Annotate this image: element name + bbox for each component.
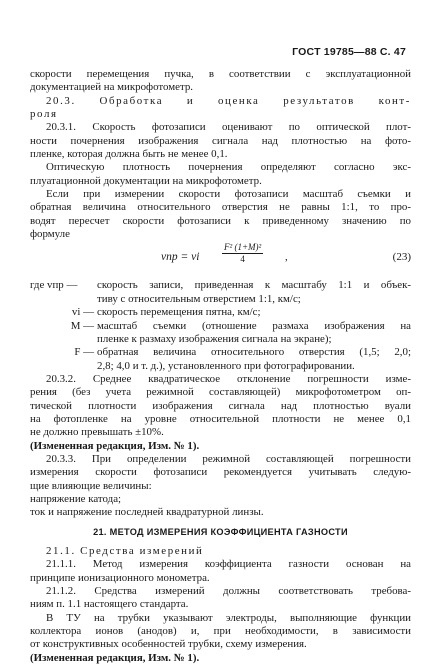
definition-vpr [30, 279, 411, 292]
definition-term: где vпр — [30, 279, 78, 292]
text-line: ниям п. 1.1 настоящего стандарта. [30, 598, 189, 611]
definition-cont: тиву с относительным отверстием 1:1, км/с; [97, 292, 301, 305]
text-line: рения (без учета режимной составляющей) микрофотометром оп- [30, 386, 411, 399]
subsection-heading: 20.3. Обработка и оценка результатов конт- [46, 94, 411, 107]
formula-lhs: vпр = vi [161, 251, 200, 264]
definition-text: скорость записи, приведенная к масштабу 1:1 и объек- [97, 279, 411, 292]
body-text [30, 68, 411, 665]
text-line: 21.1.2. Средства измерений должны соответствовать требова- [46, 585, 411, 598]
formula-denominator: 4 [240, 254, 245, 265]
text-line: ток и напряжение последней квадратурной линзы. [30, 506, 264, 519]
text-line: 21.1.1. Метод измерения коэффициента газности основан на [46, 558, 411, 571]
text-line: измерения скорости фотозаписи рекомендуется учитывать следую- [30, 466, 411, 479]
text-line: В ТУ на трубки указывают электроды, выполняющие функции [46, 611, 411, 624]
text-line: тической плотности изображения сигнала над плотностью вуали [30, 399, 411, 412]
definition-m [30, 320, 411, 333]
text-line: не должно превышать ±10%. [30, 426, 164, 439]
text-line: щие влияющие величины: [30, 479, 152, 492]
definition-term: M — [70, 319, 94, 332]
text-line: скорости перемещения пучка, в соответствии с эксплуатационной [30, 68, 411, 80]
text-line: водят пересчет скорости фотозаписи к приведенному значению по [30, 214, 411, 227]
equation-number: (23) [392, 251, 411, 264]
text-line: пленке, которая должна быть не менее 0,1. [30, 148, 228, 161]
definition-f [30, 346, 411, 359]
formula-fraction [222, 242, 263, 265]
amendment-note: (Измененная редакция, Изм. № 1). [30, 439, 200, 452]
formula-23 [30, 242, 411, 276]
text-line: 20.3.3. При определении режимной составляющей погрешности [46, 452, 411, 465]
definition-text: обратная величина относительного отверстия (1,5; 2,0; [97, 346, 411, 359]
text-line: Если при измерении скорости фотозаписи масштаб съемки и [46, 188, 411, 201]
definition-vi [30, 306, 411, 319]
text-line: от конструктивных особенностей трубки, схему измерения. [30, 638, 307, 651]
text-line: принципе ионизационного монометра. [30, 571, 210, 584]
text-line: 20.3.2. Среднее квадратическое отклонение погрешности изме- [46, 372, 411, 385]
text-line: формуле [30, 228, 70, 241]
definition-cont: 2,8; 4,0 и т. д.), установленного при фотографировании. [97, 359, 355, 372]
text-line: документацией на микрофотометр. [30, 81, 194, 94]
amendment-note: (Измененная редакция, Изм. № 1). [30, 651, 200, 664]
text-line: на фотопленке на уровне относительной плотности не менее 0,1 [30, 412, 411, 425]
text-line: коллектора ионов (анодов) и, при необходимости, в зависимости [30, 625, 411, 638]
definition-cont: пленке к размаху изображения сигнала на экране); [97, 332, 332, 345]
text-line: обратная величина относительного отверстия не равны 1:1, то про- [30, 201, 411, 214]
text-line: ности почернения изображения сигнала над плотностью на фото- [30, 134, 411, 147]
definition-text: скорость перемещения пятна, км/с; [97, 306, 261, 319]
text-line: напряжение катода; [30, 492, 122, 505]
text-line: 20.3.1. Скорость фотозаписи оценивают по оптической плот- [46, 121, 411, 134]
formula-numerator: F² (1+M)² [224, 242, 262, 253]
text-line: плуатационной документации на микрофотометр. [30, 174, 262, 187]
section-title: 21. МЕТОД ИЗМЕРЕНИЯ КОЭФФИЦИЕНТА ГАЗНОСТИ [93, 526, 348, 537]
subsection-heading: 21.1. Средства измерений [46, 545, 204, 557]
text-line: Оптическую плотность почернения определяют согласно экс- [46, 161, 411, 174]
formula-comma: , [285, 251, 288, 264]
subsection-heading-cont: роля [30, 108, 58, 121]
page-header: ГОСТ 19785—88 С. 47 [292, 46, 406, 58]
definition-term: F — [74, 346, 94, 359]
definition-text: масштаб съемки (отношение размаха изображения на [97, 319, 411, 332]
definition-term: vi — [71, 306, 94, 319]
